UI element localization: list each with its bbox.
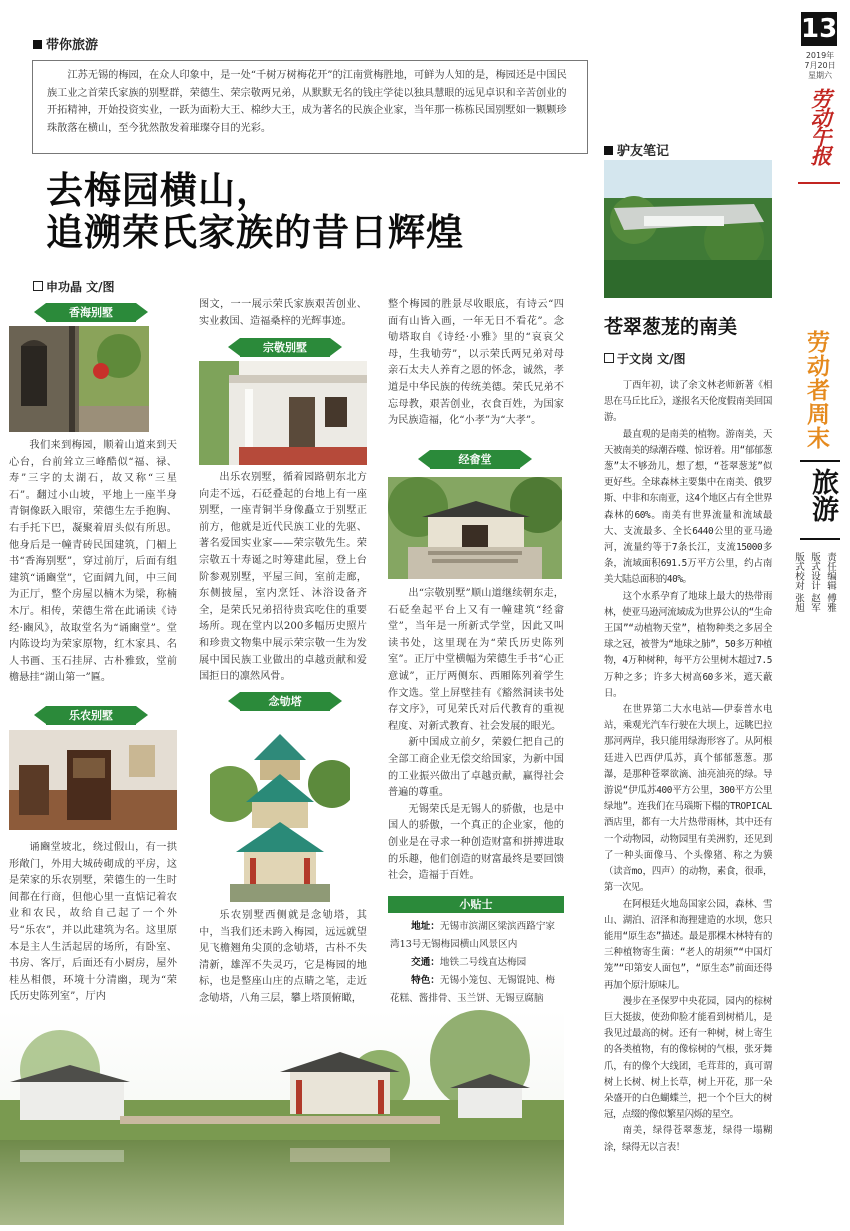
brand-underline <box>798 182 840 184</box>
banner-jingshe-hall: 经畲堂 <box>430 450 520 469</box>
col2-text-2 <box>199 908 367 1008</box>
right-para: 南美，绿得苍翠葱茏，绿得一塌糊涂，绿得无以言表！ <box>604 1125 772 1153</box>
col2-para-1: 出乐农别墅，循着园路朝东北方向走不远，石砭叠起的台地上有一座别墅，一座青铜半身像矗立于别墅正前方，他就是近代民族工业的先驱、著名爱国实业家——荣宗敬先生。荣宗敬五十寿诞之时筹建此屋，登上台阶参观别墅，平屋三间，室前走廊，东侧披屋，室内烹饪、沐浴设备齐全，是荣氏兄弟招待贵宾吃住的重要场所。现在堂内以200多幅历史照片和珍贵文物集中展示荣宗敬一生为发展中国民族工业做出的卓越贡献和爱国拒日的凛然风骨。 <box>199 472 367 683</box>
col1-text-1 <box>9 438 177 687</box>
right-para: 漫步在圣保罗中央花园，园内的棕树巨大挺拔，使劲仰脸才能看到树梢儿，是我见过最高的树。还有一种树，树上寄生的各类植物，有的像棕树的气根，张牙舞爪，有的像个大线团，毛茸茸的，真可谓树上长树、树上长草，树上开花，那一朵朵盛开的白色蝴蝶兰，把一个个巨大的树冠，点缀的像似繁星闪烁的星空。 <box>604 995 772 1121</box>
weekly-title: 劳动者周末 <box>803 330 829 450</box>
tips-special-value: 无锡小笼包、无锡馄饨、梅花糕、酱排骨、玉兰饼、无锡豆腐脑 <box>390 975 556 1004</box>
photo-lenong-villa <box>9 730 177 830</box>
col1-para-1: 我们来到梅园，顺着山道来到天心台，台前耸立三峰酷似“福、禄、寿”三字的太湖石，故又称“三星石”。翻过小山坡，平地上一座半身青铜像跃入眼帘，荣德生左手抱胸、右手托下巴，凝聚着眉头似有所思。他身后是一幢青砖民国建筑，门楣上书“香海别墅”，穿过前厅，后面有组建筑“诵豳堂”，它面阔九间，中三间为正厅，整个房屋以楠木为梁，称楠木厅。相传，荣德生常在此诵读《诗经·豳风》，故取堂名为“诵豳堂”。堂内陈设均为荣家原物，红木家具、名人书画、玉石挂屏、古朴雅致，堂前檐悬挂“湖山第一”匾。 <box>9 440 177 684</box>
banner-xianghai: 香海别墅 <box>46 303 136 322</box>
banner-lenong: 乐农别墅 <box>46 706 136 725</box>
tips-box <box>390 918 564 1008</box>
intro-box: 江苏无锡的梅园，在众人印象中，是一处“千树万树梅花开”的江南赏梅胜地，可鲜为人知的是，梅园还是中国民族工业之首荣氏家族的别墅群，荣德生、荣宗敬两兄弟，从默默无名的钱庄学徒以独具慧眼的远见卓识和辛苦创业的开拓精神，开始投资实业，一跃为面粉大王、棉纱大王，成为著名的民族企业家，当年那一栋栋民国别墅如一颗颗珍珠散落在横山，至今犹然散发着璀璨夺目的光彩。 <box>32 60 588 154</box>
banner-nianqu-tower: 念劬塔 <box>240 692 330 711</box>
headline <box>46 170 464 254</box>
photo-zongjing-villa <box>199 361 367 465</box>
brand-logo: 劳动午报 <box>808 88 833 164</box>
tips-traffic-value: 地铁二号线直达梅园 <box>439 957 527 968</box>
byline: 申功晶 文/图 <box>33 278 115 295</box>
photo-nianqu-tower <box>210 724 350 902</box>
right-para: 在阿根廷火地岛国家公园，森林、雪山、湖泊、沼泽和海狸建造的水坝，您只能用“原生态”描述。最是那棵木林特有的三种植物寄生菌：“老人的胡须”“中国灯笼”“印第安人面包”，“原生态”前面还得再加个原汁原味儿。 <box>604 898 772 991</box>
issue-day: 7月20日 <box>804 61 836 70</box>
credit-line: 责任编辑 傅雅 <box>825 552 836 613</box>
section-label: 带你旅游 <box>33 34 98 53</box>
photo-garden-pavilion <box>0 1010 564 1225</box>
right-title: 苍翠葱茏的南美 <box>604 316 738 338</box>
col2-continuation: 图文，一一展示荣氏家族艰苦创业、实业救国、造福桑梓的光辉事迹。 <box>199 299 367 327</box>
tips-address-value: 无锡市滨湖区梁滨西路宁家湾13号无锡梅园横山风景区内 <box>390 921 556 950</box>
col2-para-2: 乐农别墅西侧就是念劬塔，其中，当我们还未跨入梅园，远远就望见飞檐翘角尖顶的念劬塔，古朴不失清新，雄浑不失灵巧，它是梅园的地标，也是整座山庄的点睛之笔，走近念劬塔，八角三层，攀上塔顶俯瞰， <box>199 910 367 1004</box>
col3-para-3: 无锡荣氏是无锡人的骄傲，也是中国人的骄傲，一个真正的企业家，他的创业是在寻求一种创造财富和拼搏进取的乐趣，他们创造的财富最终是要回馈社会，造福于百姓。 <box>388 803 564 882</box>
tips-address <box>390 918 564 954</box>
col2-text-1 <box>199 470 367 686</box>
credits <box>790 552 838 612</box>
tips-special-label: 特色： <box>411 975 440 986</box>
right-section-label: 驴友笔记 <box>604 140 669 159</box>
page-number: 13 <box>801 14 838 44</box>
right-para: 最直观的是南美的植物。游南美，天天被南美的绿潮吞噬、惊讶着。用“郁郁葱葱”太不够劲儿，想了想，“苍翠葱茏”似更好些。全球森林主要集中在南美、俄罗斯、中非和东南亚，这4个地区占有全世界森林的60%。南美有世界流量和流域最大、支流最多、全长6440公里的亚马逊河，流量约等于7条长江，支流15000多条，流域面积691.5万平方公里，约占南美大陆总面积的40%。 <box>604 428 772 586</box>
tips-traffic <box>390 954 564 972</box>
tips-title: 小贴士 <box>388 896 564 913</box>
right-para: 这个水系孕育了地球上最大的热带雨林，使亚马逊河流域成为世界公认的“生命王国”“动植物天堂”，植物种类之多居全球之冠，被誉为“地球之肺”，50多万种植物，4万种树种，每平方公里树木超过7.5万种之多；许多大树高60多米，遮天蔽日。 <box>604 590 772 699</box>
section-title-travel: 旅游 <box>807 468 838 522</box>
credit-line: 版式校对 张旭 <box>793 552 804 613</box>
tips-traffic-label: 交通： <box>411 957 440 968</box>
col3-continuation: 整个梅园的胜景尽收眼底，有诗云“四面有山皆入画，一年无日不看花”。念劬塔取自《诗经·小雅》里的“哀哀父母，生我劬劳”，以示荣氏两兄弟对母亲石太夫人养育之恩的怀念，诚然，孝道是中华民族的传统美德。荣氏兄弟不忘母教，艰苦创业，衣食百姓，为国家为民族造福，化“小孝”为“大孝”。 <box>388 299 564 427</box>
photo-south-america-falls <box>604 160 772 298</box>
headline-line-1: 去梅园横山， <box>46 169 274 212</box>
col1-text-2 <box>9 840 177 1006</box>
tips-address-label: 地址： <box>411 921 440 932</box>
tips-special <box>390 972 564 1008</box>
issue-date <box>794 51 846 81</box>
headline-line-2: 追溯荣氏家族的昔日辉煌 <box>46 211 464 254</box>
col3-text-1 <box>388 586 564 885</box>
right-byline: 于文岗 文/图 <box>604 350 686 367</box>
col3-text-0 <box>388 297 564 430</box>
photo-jingshe-hall <box>388 477 562 579</box>
col3-para-2: 新中国成立前夕，荣毅仁把自己的全部工商企业无偿交给国家，为新中国的工业振兴做出了卓越贡献，赢得社会普遍的尊重。 <box>388 737 564 799</box>
credit-line: 版式设计 赵军 <box>809 552 820 613</box>
banner-zongjing: 宗敬别墅 <box>240 338 330 357</box>
right-para: 丁酉年初，读了余文林老师新著《相思在马丘比丘》，遂报名天伦度假南美回国游。 <box>604 380 772 424</box>
photo-xianghai-villa <box>9 326 149 432</box>
col3-para-1: 出“宗敬别墅”顺山道继续朝东走，石砭垒起平台上又有一幢建筑“经畲堂”，当年是一所新式学堂，因此又叫读书处，这里现在为“荣氏历史陈列室”。正厅中堂横幅为荣德生手书“心正意诚”，正厅两侧东、西厢陈列着学生作文选。堂上屏壁挂有《豁然洞读书处存文序》，可见荣氏对后代教育的重视程度、对新式教育、社会发展的眼光。 <box>388 588 564 732</box>
col2-text-0 <box>199 297 367 330</box>
right-para: 在世界第二大水电站——伊泰普水电站，乘观光汽车行驶在大坝上，远眺巴拉那河两岸，我只能用绿海形容了。从阿根廷进入巴西伊瓜苏，真个郁郁葱葱。那瀑，是那种苍翠欲滴、油亮油亮的绿。导游说“伊瓜苏400平方公里，300平方公里绿地”。连我们在马瑙斯下榻的TROPICAL酒店里，都有一大片热带雨林，其中还有一个动物园，动物园里有美洲豹，还见到了一种头面像马、个头像猪、称之为貘（读音mo，四声）的动物，素食，很乖，第一次见。 <box>604 704 772 894</box>
col1-para-2: 诵豳堂坡北，绕过假山，有一拱形敞门，外用大城砖砌成的平房，这是荣家的乐农别墅，荣德生的一生时间都在行商，但他心里一直惦记着农业和农民，故给自己起了一个外号“乐农”，并以此建筑为名。这里原本是主人生活起居的场所，有卧室、书房、客厅，后面还有小厨房，屋外桂丛相偎，环境十分清幽，现为“荣氏历史陈列室”，厅内 <box>9 842 177 1003</box>
issue-year: 2019年 <box>805 51 835 60</box>
right-article <box>604 378 772 1156</box>
issue-weekday: 星期六 <box>808 71 832 80</box>
